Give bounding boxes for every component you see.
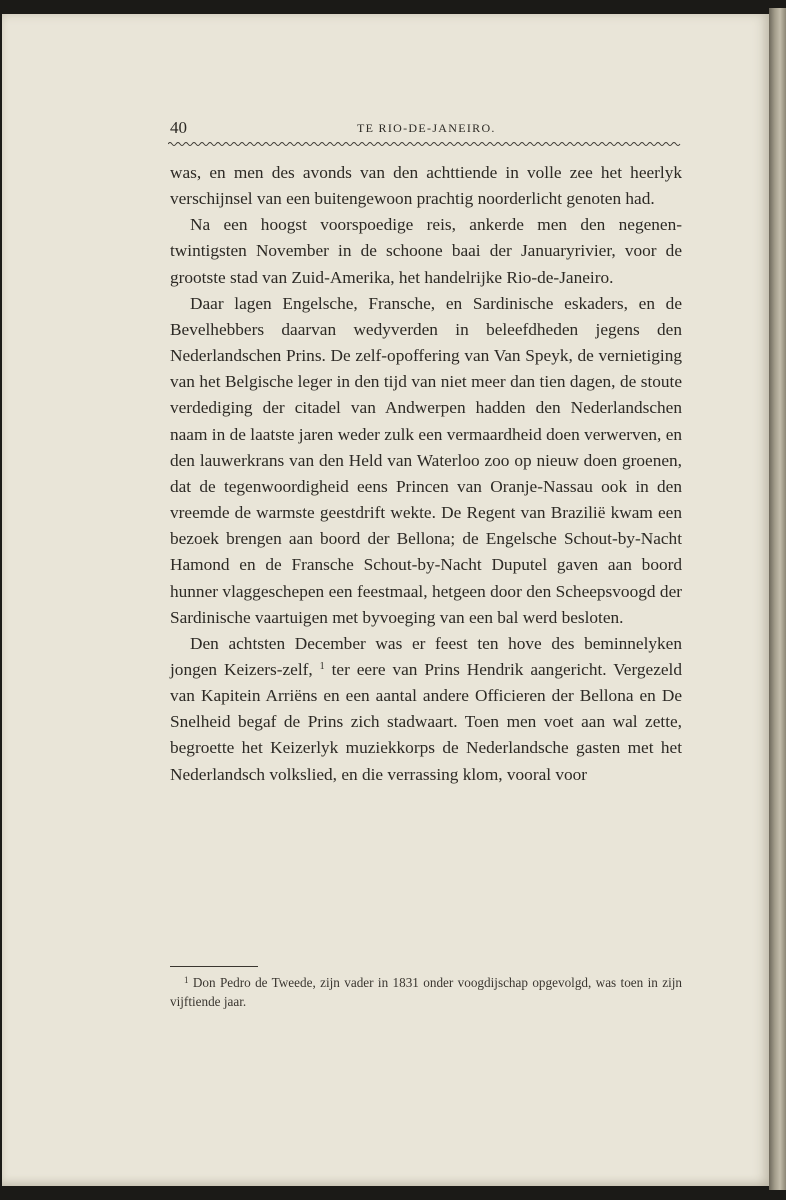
page-header — [170, 118, 682, 140]
paragraph-2: Na een hoogst voorspoedige reis, ankerde men den negenen-twintigsten November in de schoone baai der Januaryrivier, voor de grootste stad van Zuid-Amerika, het handelrijke Rio-de-Janeiro. — [170, 215, 682, 287]
footnote — [170, 973, 682, 1011]
adjacent-page-edge — [769, 8, 786, 1190]
paragraph-1: was, en men des avonds van den achttiende in volle zee het heerlyk verschijnsel van een buitengewoon prachtig noorderlicht genoten had. — [170, 163, 682, 209]
paragraph-4-part-2: ter eere van Prins Hendrik aangericht. Vergezeld van Kapitein Arriëns en een aantal andere Officieren der Bellona en De Snelheid begaf de Prins zich stadwaart. Toen men voet aan wal zette, begroette het Keizerlyk muziekkorps de Nederlandsche gasten met het Nederlandsch volkslied, en die verrassing klom, vooral voor — [170, 659, 683, 784]
running-title: TE RIO-DE-JANEIRO. — [357, 121, 496, 135]
paragraph-3: Daar lagen Engelsche, Fransche, en Sardinische eskaders, en de Bevelhebbers daarvan wedyverden in beleefdheden jegens den Nederlandschen Prins. De zelf-opoffering van Van Speyk, de vernietiging van het Belgische leger in den tijd van niet meer dan tien dagen, de stoute verdediging der citadel van Andwerpen hadden den Nederlandschen naam in de laatste jaren weder zulk een vermaardheid doen verwerven, en den lauwerkrans van den Held van Waterloo zoo op nieuw doen groenen, dat de tegenwoordigheid eens Princen van Oranje-Nassau ook in den vreemde de warmste geestdrift wekte. De Regent van Brazilië kwam een bezoek brengen aan boord der Bellona; de Engelsche Schout-by-Nacht Hamond en de Fransche Schout-by-Nacht Duputel gaven aan boord hunner vlaggeschepen een feestmaal, hetgeen door den Scheepsvoogd der Sardinische vaartuigen met byvoeging van een bal werd besloten. — [170, 293, 682, 627]
header-wavy-rule — [168, 141, 682, 147]
footnote-separator — [170, 966, 258, 967]
footnote-mark: 1 — [184, 975, 189, 985]
main-text — [170, 160, 682, 788]
paragraph-4 — [170, 631, 682, 788]
page-number: 40 — [170, 118, 187, 137]
footnote-reference: 1 — [319, 660, 325, 672]
paragraph-4-part-1: Den achtsten December was er feest ten hove des beminnelyken jongen Keizers-zelf, — [170, 633, 682, 679]
footnote-text: Don Pedro de Tweede, zijn vader in 1831 onder voogdijschap opgevolgd, was toen in zijn vijftiende jaar. — [170, 975, 683, 1009]
